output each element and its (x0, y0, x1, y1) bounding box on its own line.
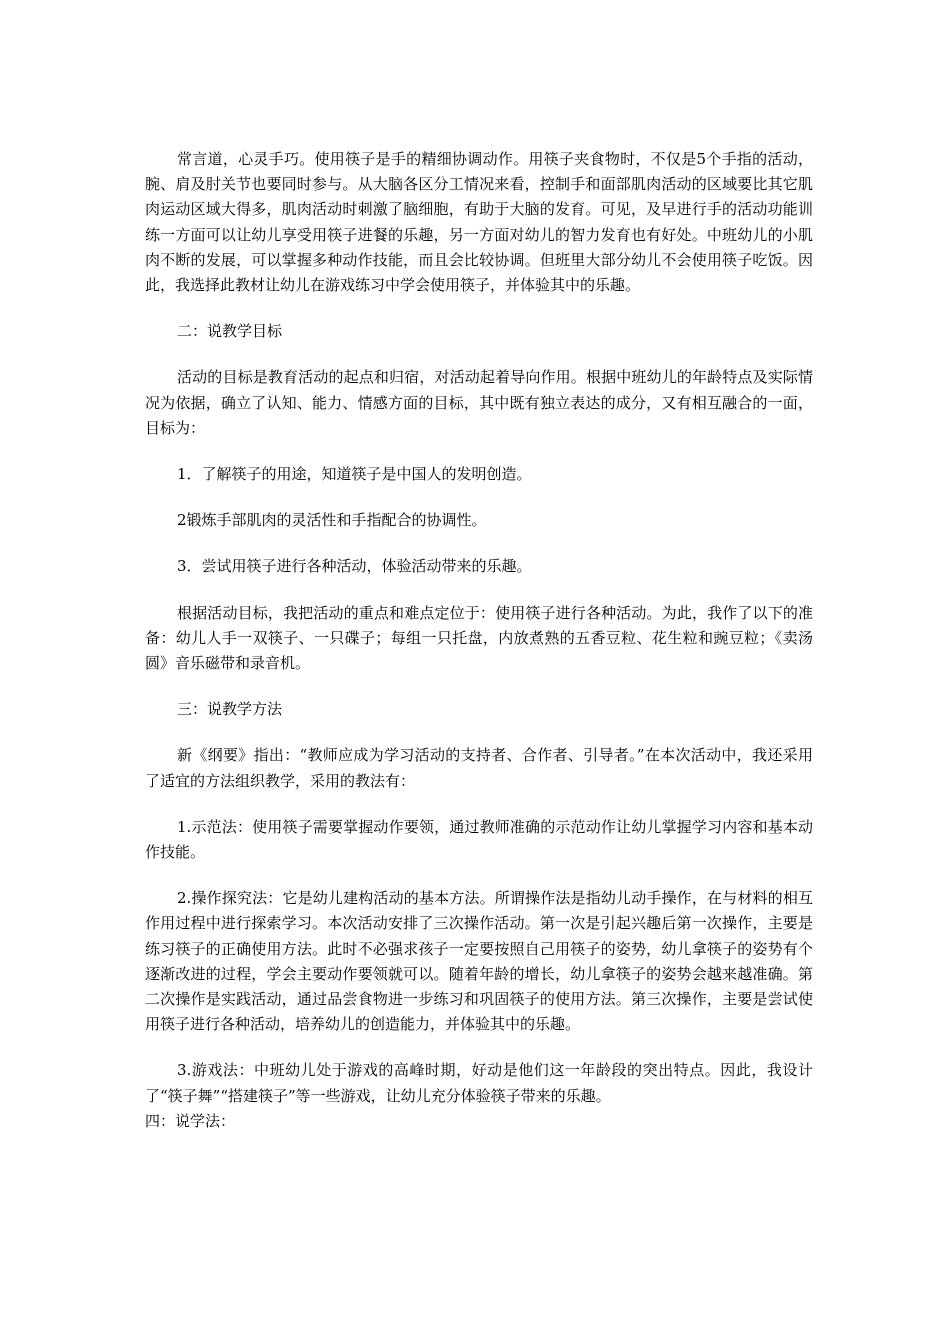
heading-learning-methods: 四：说学法： (145, 1111, 236, 1130)
heading-teaching-goals: 二：说教学目标 (177, 322, 283, 341)
method-item-1: 1.示范法：使用筷子需要掌握动作要领，通过教师准确的示范动作让幼儿掌握学习内容和基本动作技能。 (145, 817, 813, 862)
paragraph-methods-intro: 新《纲要》指出：“教师应成为学习活动的支持者、合作者、引导者。”在本次活动中，我还采用了适宜的方法组织教学，采用的教法有： (145, 746, 813, 790)
paragraph-intro: 常言道，心灵手巧。使用筷子是手的精细协调动作。用筷子夹食物时，不仅是5个手指的活动，腕、肩及肘关节也要同时参与。从大脑各区分工情况来看，控制手和面部肌肉活动的区域要比其它肌肉运动区域大得多，肌肉活动时刺激了脑细胞，有助于大脑的发育。可见，及早进行手的活动功能训练一方面可以让幼儿享受用筷子进餐的乐趣，另一方面对幼儿的智力发育也有好处。中班幼儿的小肌肉不断的发展，可以掌握多种动作技能，而且会比较协调。但班里大部分幼儿不会使用筷子吃饭。因此，我选择此教材让幼儿在游戏练习中学会使用筷子，并体验其中的乐趣。 (145, 150, 813, 295)
paragraph-goals-intro: 活动的目标是教育活动的起点和归宿，对活动起着导向作用。根据中班幼儿的年龄特点及实际情况为依据，确立了认知、能力、情感方面的目标，其中既有独立表达的成分，又有相互融合的一面，目标为： (145, 368, 813, 437)
paragraph-focus-preparation: 根据活动目标，我把活动的重点和难点定位于：使用筷子进行各种活动。为此，我作了以下的准备：幼儿人手一双筷子、一只碟子；每组一只托盘，内放煮熟的五香豆粒、花生粒和豌豆粒；《卖汤圆》音乐磁带和录音机。 (145, 603, 813, 673)
goal-item-2: 2锻炼手部肌肉的灵活性和手指配合的协调性。 (177, 511, 487, 530)
goal-item-1: 1．了解筷子的用途，知道筷子是中国人的发明创造。 (177, 465, 532, 484)
method-item-2: 2.操作探究法：它是幼儿建构活动的基本方法。所谓操作法是指幼儿动手操作，在与材料的相互作用过程中进行探索学习。本次活动安排了三次操作活动。第一次是引起兴趣后第一次操作，主要是练习筷子的正确使用方法。此时不必强求孩子一定要按照自己用筷子的姿势，幼儿拿筷子的姿势有个逐渐改进的过程，学会主要动作要领就可以。随着年龄的增长，幼儿拿筷子的姿势会越来越准确。第二次操作是实践活动，通过品尝食物进一步练习和巩固筷子的使用方法。第三次操作，主要是尝试使用筷子进行各种活动，培养幼儿的创造能力，并体验其中的乐趣。 (145, 889, 813, 1034)
goal-item-3: 3．尝试用筷子进行各种活动，体验活动带来的乐趣。 (177, 557, 532, 576)
heading-teaching-methods: 三：说教学方法 (177, 700, 283, 719)
document-page (145, 147, 813, 1134)
method-item-3: 3.游戏法：中班幼儿处于游戏的高峰时期，好动是他们这一年龄段的突出特点。因此，我设计了“筷子舞”“搭建筷子”等一些游戏，让幼儿充分体验筷子带来的乐趣。 (145, 1061, 813, 1105)
